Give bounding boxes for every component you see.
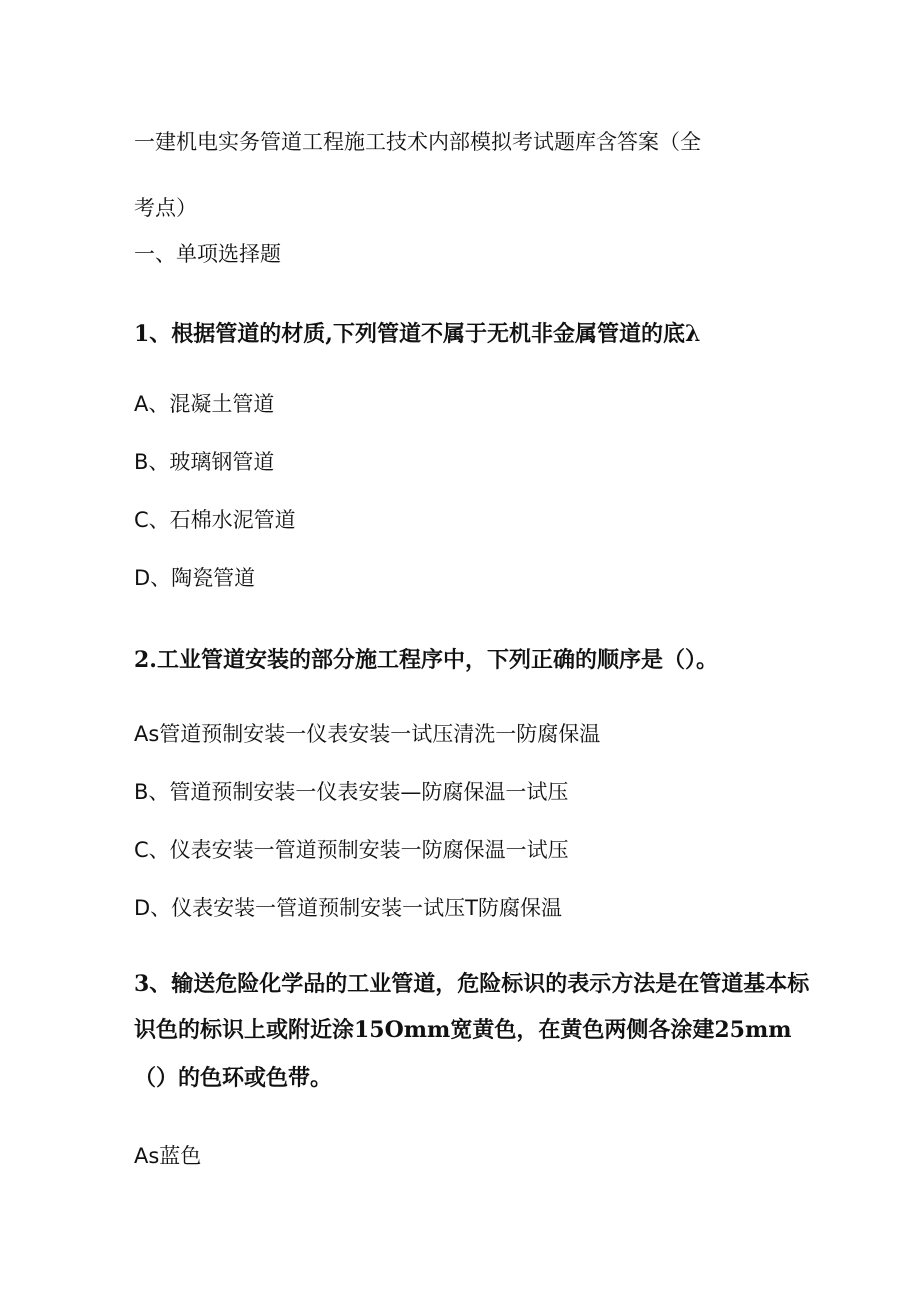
question-1-option-b: B、玻璃钢管道 [134, 450, 275, 474]
question-2-stem: 2.工业管道安装的部分施工程序中，下列正确的顺序是（）。 [134, 647, 718, 673]
question-3-stem-line-3: （）的色环或色带。 [134, 1065, 333, 1091]
question-3-stem-line-2: 识色的标识上或附近涂15Omm宽黄色，在黄色两侧各涂建25mm [134, 1017, 792, 1043]
document-title-line-2: 考点） [134, 196, 197, 220]
question-1-option-d: D、陶瓷管道 [134, 566, 256, 590]
question-3-option-a: As蓝色 [134, 1144, 202, 1168]
question-1-option-a: A、混凝土管道 [134, 392, 275, 416]
question-2-option-d: D、仪表安装一管道预制安装一试压T防腐保温 [134, 896, 562, 920]
question-1-stem: 1、根据管道的材质,下列管道不属于无机非金属管道的底λ [134, 321, 701, 347]
question-2-option-a: As管道预制安装一仪表安装一试压清洗一防腐保温 [134, 722, 601, 746]
question-3-stem-line-1: 3、输送危险化学品的工业管道，危险标识的表示方法是在管道基本标 [134, 971, 810, 997]
question-2-option-c: C、仪表安装一管道预制安装一防腐保温一试压 [134, 838, 569, 862]
question-1-option-c: C、石棉水泥管道 [134, 508, 296, 532]
question-2-option-b: B、管道预制安装一仪表安装—防腐保温一试压 [134, 780, 569, 804]
section-heading: 一、单项选择题 [134, 242, 281, 266]
document-title-line-1: 一建机电实务管道工程施工技术内部模拟考试题库含答案（全 [134, 130, 701, 154]
